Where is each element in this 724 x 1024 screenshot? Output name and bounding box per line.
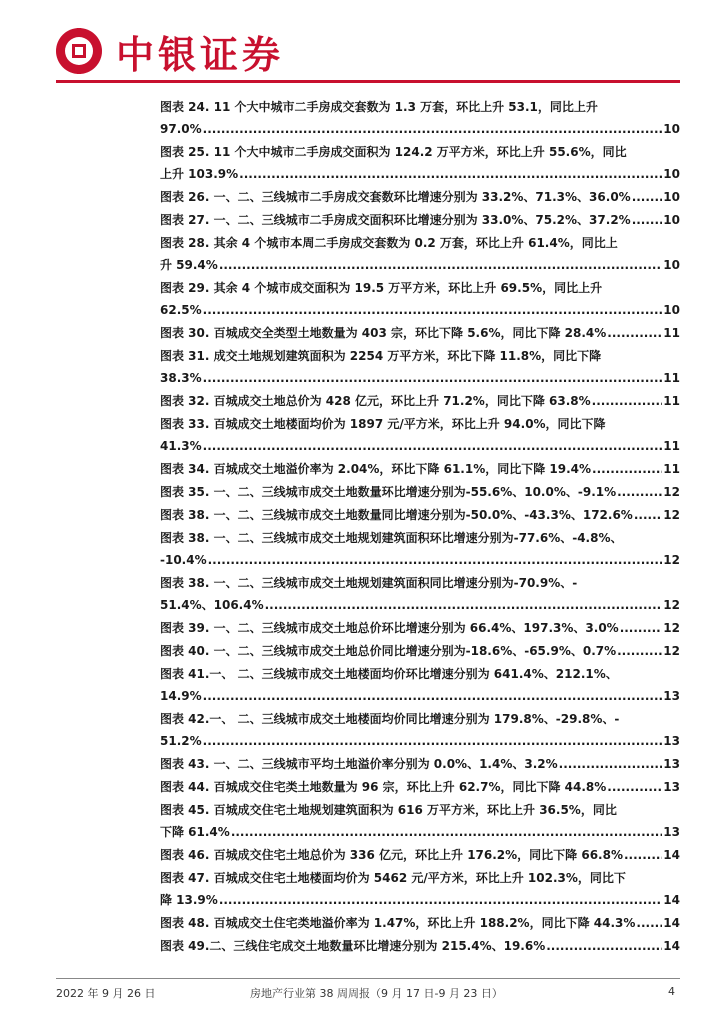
toc-entry-title: 图表 39. 一、二、三线城市成交土地总价环比增速分别为 66.4%、197.3%、3.0% bbox=[160, 621, 619, 635]
leader-dots bbox=[203, 118, 663, 140]
toc-entry-title: 图表 46. 百城成交住宅土地总价为 336 亿元，环比上升 176.2%，同比下降 66.8% bbox=[160, 848, 623, 862]
toc-entry-title: 图表 32. 百城成交土地总价为 428 亿元，环比上升 71.2%，同比下降 63.8% bbox=[160, 394, 591, 408]
leader-dots bbox=[617, 481, 662, 503]
toc-entry-title: 图表 38. 一、二、三线城市成交土地规划建筑面积环比增速分别为-77.6%、-4.8%、 bbox=[160, 531, 623, 545]
toc-entry-title-continued: 51.2% bbox=[160, 734, 202, 748]
toc-page-number: 13 bbox=[663, 689, 680, 703]
toc-page-number: 14 bbox=[663, 939, 680, 953]
toc-entry-title-continued: 51.4%、106.4% bbox=[160, 598, 264, 612]
toc-entry-title: 图表 47. 百城成交住宅土地楼面均价为 5462 元/平方米，环比上升 102.3%，同比下 bbox=[160, 871, 626, 885]
toc-entry[interactable] bbox=[160, 844, 680, 866]
toc-entry[interactable] bbox=[160, 912, 680, 934]
toc-page-number: 12 bbox=[663, 485, 680, 499]
toc-entry-title: 图表 49.二、三线住宅成交土地数量环比增速分别为 215.4%、19.6% bbox=[160, 939, 546, 953]
toc-page-number: 11 bbox=[663, 326, 680, 340]
toc-page-number: 11 bbox=[663, 462, 680, 476]
toc-entry-title: 图表 42.一、 二、三线城市成交土地楼面均价同比增速分别为 179.8%、-29.8%、- bbox=[160, 712, 620, 726]
toc-entry[interactable] bbox=[160, 481, 680, 503]
leader-dots bbox=[203, 299, 663, 321]
toc-entry-title-continued: 降 13.9% bbox=[160, 893, 218, 907]
toc-entry-title: 图表 29. 其余 4 个城市成交面积为 19.5 万平方米，环比上升 69.5%，同比上升 bbox=[160, 281, 603, 295]
toc-entry[interactable] bbox=[160, 617, 680, 639]
toc-entry-title-continued: -10.4% bbox=[160, 553, 207, 567]
toc-page-number: 12 bbox=[663, 644, 680, 658]
toc-entry[interactable] bbox=[160, 141, 680, 185]
toc-entry-title: 图表 30. 百城成交全类型土地数量为 403 宗，环比下降 5.6%，同比下降 28.4% bbox=[160, 326, 607, 340]
toc-entry-title: 图表 40. 一、二、三线城市成交土地总价同比增速分别为-18.6%、-65.9%、0.7% bbox=[160, 644, 617, 658]
toc-page-number: 10 bbox=[663, 190, 680, 204]
toc-page-number: 12 bbox=[663, 508, 680, 522]
toc-page-number: 10 bbox=[663, 303, 680, 317]
toc-entry-title: 图表 48. 百城成交土住宅类地溢价率为 1.47%，环比上升 188.2%，同比下降 44.3% bbox=[160, 916, 636, 930]
leader-dots bbox=[203, 685, 663, 707]
toc-entry[interactable] bbox=[160, 322, 680, 344]
toc-entry-title: 图表 25. 11 个大中城市二手房成交面积为 124.2 万平方米，环比上升 55.6%，同比 bbox=[160, 145, 627, 159]
toc-entry-title: 图表 31. 成交土地规划建筑面积为 2254 万平方米，环比下降 11.8%，同比下降 bbox=[160, 349, 602, 363]
toc-entry-title: 图表 27. 一、二、三线城市二手房成交面积环比增速分别为 33.0%、75.2%、37.2% bbox=[160, 213, 631, 227]
toc-entry-title: 图表 35. 一、二、三线城市成交土地数量环比增速分别为-55.6%、10.0%、-9.1% bbox=[160, 485, 617, 499]
toc-page-number: 12 bbox=[663, 553, 680, 567]
toc-page-number: 11 bbox=[663, 439, 680, 453]
toc-page-number: 12 bbox=[663, 621, 680, 635]
toc-entry-title: 图表 33. 百城成交土地楼面均价为 1897 元/平方米，环比上升 94.0%，同比下降 bbox=[160, 417, 606, 431]
leader-dots bbox=[617, 640, 662, 662]
toc-entry[interactable] bbox=[160, 413, 680, 457]
leader-dots bbox=[624, 844, 662, 866]
leader-dots bbox=[607, 322, 662, 344]
leader-dots bbox=[219, 889, 662, 911]
toc-entry[interactable] bbox=[160, 572, 680, 616]
footer-date: 2022 年 9 月 26 日 bbox=[56, 987, 156, 1000]
toc-entry-title: 图表 26. 一、二、三线城市二手房成交套数环比增速分别为 33.2%、71.3%、36.0% bbox=[160, 190, 631, 204]
toc-entry[interactable] bbox=[160, 504, 680, 526]
leader-dots bbox=[634, 504, 662, 526]
toc-page-number: 13 bbox=[663, 757, 680, 771]
toc-page-number: 11 bbox=[663, 371, 680, 385]
toc-entry-title: 图表 38. 一、二、三线城市成交土地数量同比增速分别为-50.0%、-43.3%、172.6% bbox=[160, 508, 633, 522]
toc-entry[interactable] bbox=[160, 458, 680, 480]
leader-dots bbox=[203, 367, 663, 389]
toc-page-number: 13 bbox=[663, 734, 680, 748]
footer-rule bbox=[56, 978, 680, 979]
toc-entry[interactable] bbox=[160, 390, 680, 412]
toc-entry[interactable] bbox=[160, 776, 680, 798]
leader-dots bbox=[203, 435, 663, 457]
toc-entry[interactable] bbox=[160, 96, 680, 140]
bank-of-china-logo bbox=[56, 28, 102, 74]
toc-entry[interactable] bbox=[160, 209, 680, 231]
toc-page-number: 14 bbox=[663, 848, 680, 862]
toc-entry[interactable] bbox=[160, 799, 680, 843]
leader-dots bbox=[203, 730, 663, 752]
toc-entry[interactable] bbox=[160, 663, 680, 707]
toc-entry-title-continued: 上升 103.9% bbox=[160, 167, 239, 181]
leader-dots bbox=[607, 776, 662, 798]
toc-entry-title: 图表 28. 其余 4 个城市本周二手房成交套数为 0.2 万套，环比上升 61.4%，同比上 bbox=[160, 236, 618, 250]
toc-entry[interactable] bbox=[160, 232, 680, 276]
leader-dots bbox=[546, 935, 662, 957]
leader-dots bbox=[219, 254, 662, 276]
leader-dots bbox=[620, 617, 663, 639]
leader-dots bbox=[239, 163, 662, 185]
toc-entry[interactable] bbox=[160, 277, 680, 321]
toc-page-number: 10 bbox=[663, 213, 680, 227]
toc-entry-title-continued: 14.9% bbox=[160, 689, 202, 703]
toc-page-number: 13 bbox=[663, 780, 680, 794]
toc-entry-title: 图表 34. 百城成交土地溢价率为 2.04%，环比下降 61.1%，同比下降 19.4% bbox=[160, 462, 592, 476]
toc-page-number: 10 bbox=[663, 258, 680, 272]
toc-page-number: 12 bbox=[663, 598, 680, 612]
leader-dots bbox=[592, 458, 662, 480]
leader-dots bbox=[632, 186, 663, 208]
toc-entry-title-continued: 62.5% bbox=[160, 303, 202, 317]
toc-page-number: 11 bbox=[663, 394, 680, 408]
toc-entry[interactable] bbox=[160, 935, 680, 957]
toc-entry-title: 图表 45. 百城成交住宅土地规划建筑面积为 616 万平方米，环比上升 36.5%，同比 bbox=[160, 803, 617, 817]
toc-entry-title: 图表 41.一、 二、三线城市成交土地楼面均价环比增速分别为 641.4%、212.1%、 bbox=[160, 667, 618, 681]
toc-entry[interactable] bbox=[160, 753, 680, 775]
leader-dots bbox=[208, 549, 663, 571]
toc-entry[interactable] bbox=[160, 640, 680, 662]
toc-entry-title-continued: 升 59.4% bbox=[160, 258, 218, 272]
toc-page-number: 10 bbox=[663, 122, 680, 136]
toc-entry-title-continued: 38.3% bbox=[160, 371, 202, 385]
toc-page-number: 10 bbox=[663, 167, 680, 181]
leader-dots bbox=[265, 594, 663, 616]
leader-dots bbox=[559, 753, 663, 775]
toc-entry-title: 图表 38. 一、二、三线城市成交土地规划建筑面积同比增速分别为-70.9%、- bbox=[160, 576, 578, 590]
toc-entry[interactable] bbox=[160, 708, 680, 752]
toc-entry-title: 图表 44. 百城成交住宅类土地数量为 96 宗，环比上升 62.7%，同比下降 44.8% bbox=[160, 780, 607, 794]
toc-entry[interactable] bbox=[160, 527, 680, 571]
toc-entry-title-continued: 97.0% bbox=[160, 122, 202, 136]
toc-page-number: 14 bbox=[663, 916, 680, 930]
footer-title: 房地产行业第 38 周周报（9 月 17 日-9 月 23 日） bbox=[250, 987, 503, 1000]
toc-entry[interactable] bbox=[160, 186, 680, 208]
toc-entry[interactable] bbox=[160, 867, 680, 911]
header-rule bbox=[56, 80, 680, 83]
toc-entry-title-continued: 41.3% bbox=[160, 439, 202, 453]
toc-entry-title: 图表 43. 一、二、三线城市平均土地溢价率分别为 0.0%、1.4%、3.2% bbox=[160, 757, 558, 771]
leader-dots bbox=[632, 209, 663, 231]
toc-entry[interactable] bbox=[160, 345, 680, 389]
toc-entry-title: 图表 24. 11 个大中城市二手房成交套数为 1.3 万套，环比上升 53.1，同比上升 bbox=[160, 100, 598, 114]
header bbox=[56, 26, 284, 76]
leader-dots bbox=[592, 390, 663, 412]
leader-dots bbox=[231, 821, 662, 843]
toc-page-number: 13 bbox=[663, 825, 680, 839]
brand-name: 中银证券 bbox=[116, 32, 285, 77]
leader-dots bbox=[636, 912, 662, 934]
footer-page-number: 4 bbox=[668, 985, 675, 998]
toc-entry-title-continued: 下降 61.4% bbox=[160, 825, 230, 839]
toc-page-number: 14 bbox=[663, 893, 680, 907]
table-of-figures bbox=[160, 96, 680, 958]
